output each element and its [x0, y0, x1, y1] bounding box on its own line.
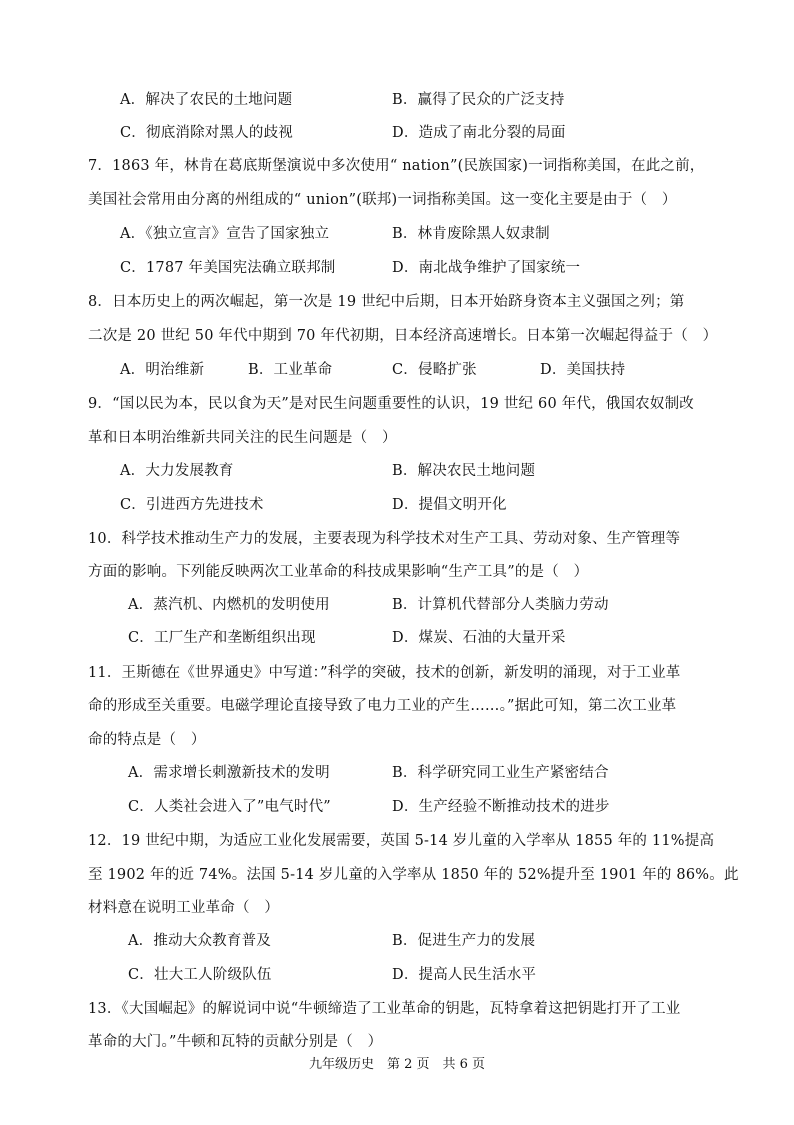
q12-stem-text-1: 12．19 世纪中期，为适应工业化发展需要，英国 5-14 岁儿童的入学率从 1855 年的 11%提高: [88, 833, 715, 849]
q9-option-b: B．解决农民土地问题: [392, 463, 536, 479]
q11-option-a: A．需求增长刺激新技术的发明: [128, 765, 330, 781]
q7-option-a: A．《独立宣言》宣告了国家独立: [120, 226, 330, 242]
q7-option-b: B．林肯废除黑人奴隶制: [392, 226, 550, 242]
q7-option-c: C．1787 年美国宪法确立联邦制: [120, 260, 336, 276]
q10-option-a: A．蒸汽机、内燃机的发明使用: [128, 597, 330, 613]
q8-option-c: C．侵略扩张: [392, 362, 477, 378]
q12-option-a: A．推动大众教育普及: [128, 933, 271, 949]
q10-stem-text-1: 10．科学技术推动生产力的发展，主要表现为科学技术对生产工具、劳动对象、生产管理等: [88, 531, 681, 547]
page-footer: 九年级历史 第 2 页 共 6 页: [308, 1057, 486, 1072]
q11-option-d: D．生产经验不断推动技术的进步: [392, 799, 610, 815]
q13-stem-text-1: 13．《大国崛起》的解说词中说“牛顿缔造了工业革命的钥匙，瓦特拿着这把钥匙打开了工业: [88, 1001, 681, 1017]
q9-option-c: C．引进西方先进技术: [120, 497, 264, 513]
q8-stem-text-1: 8．日本历史上的两次崛起，第一次是 19 世纪中后期，日本开始跻身资本主义强国之列；第: [88, 294, 685, 310]
q12-option-d: D．提高人民生活水平: [392, 967, 537, 983]
q10-option-d: D．煤炭、石油的大量开采: [392, 630, 566, 646]
q6-option-b: B．赢得了民众的广泛支持: [392, 92, 565, 108]
q6-option-d: D．造成了南北分裂的局面: [392, 125, 566, 141]
q11-option-b: B．科学研究同工业生产紧密结合: [392, 765, 609, 781]
q9-option-d: D．提倡文明开化: [392, 497, 507, 513]
q12-option-c: C．壮大工人阶级队伍: [128, 967, 272, 983]
q8-stem-text-2: 二次是 20 世纪 50 年代中期到 70 年代初期，日本经济高速增长。日本第一次崛起得益于（ ）: [88, 328, 718, 344]
q11-option-c: C．人类社会进入了”电气时代”: [128, 799, 331, 815]
q12-option-b: B．促进生产力的发展: [392, 933, 536, 949]
q7-option-d: D．南北战争维护了国家统一: [392, 260, 581, 276]
q8-option-b: B．工业革命: [248, 362, 333, 378]
q6-option-a: A．解决了农民的土地问题: [120, 92, 293, 108]
q11-stem-text-1: 11．王斯德在《世界通史》中写道：”科学的突破，技术的创新，新发明的涌现，对于工业革: [88, 665, 681, 681]
q7-stem-text-2: 美国社会常用由分离的州组成的“ union”(联邦)一词指称美国。这一变化主要是由于（ ）: [88, 192, 677, 208]
q6-option-c: C．彻底消除对黑人的歧视: [120, 125, 293, 141]
q10-option-c: C．工厂生产和垄断组织出现: [128, 630, 316, 646]
q9-option-a: A．大力发展教育: [120, 463, 234, 479]
q7-stem-text-1: 7．1863 年，林肯在葛底斯堡演说中多次使用“ nation”(民族国家)一词指称美国，在此之前，: [88, 158, 705, 174]
q11-stem-text-3: 命的特点是（ ）: [88, 732, 206, 748]
q12-stem-text-2: 至 1902 年的近 74%。法国 5-14 岁儿童的入学率从 1850 年的 52%提升至 1901 年的 86%。此: [88, 867, 739, 883]
q13-stem-text-2: 革命的大门。”牛顿和瓦特的贡献分别是（ ）: [88, 1034, 383, 1050]
q10-option-b: B．计算机代替部分人类脑力劳动: [392, 597, 609, 613]
q12-stem-text-3: 材料意在说明工业革命（ ）: [88, 900, 280, 916]
q8-option-d: D．美国扶持: [540, 362, 626, 378]
q9-stem-text-2: 革和日本明治维新共同关注的民生问题是（ ）: [88, 430, 397, 446]
q9-stem-text-1: 9．“国以民为本，民以食为天”是对民生问题重要性的认识，19 世纪 60 年代，俄国农奴制改: [88, 396, 694, 412]
q11-stem-text-2: 命的形成至关重要。电磁学理论直接导致了电力工业的产生……。”据此可知，第二次工业革: [88, 698, 677, 714]
q10-stem-text-2: 方面的影响。下列能反映两次工业革命的科技成果影响“生产工具”的是（ ）: [88, 564, 589, 580]
q8-option-a: A．明治维新: [120, 362, 205, 378]
